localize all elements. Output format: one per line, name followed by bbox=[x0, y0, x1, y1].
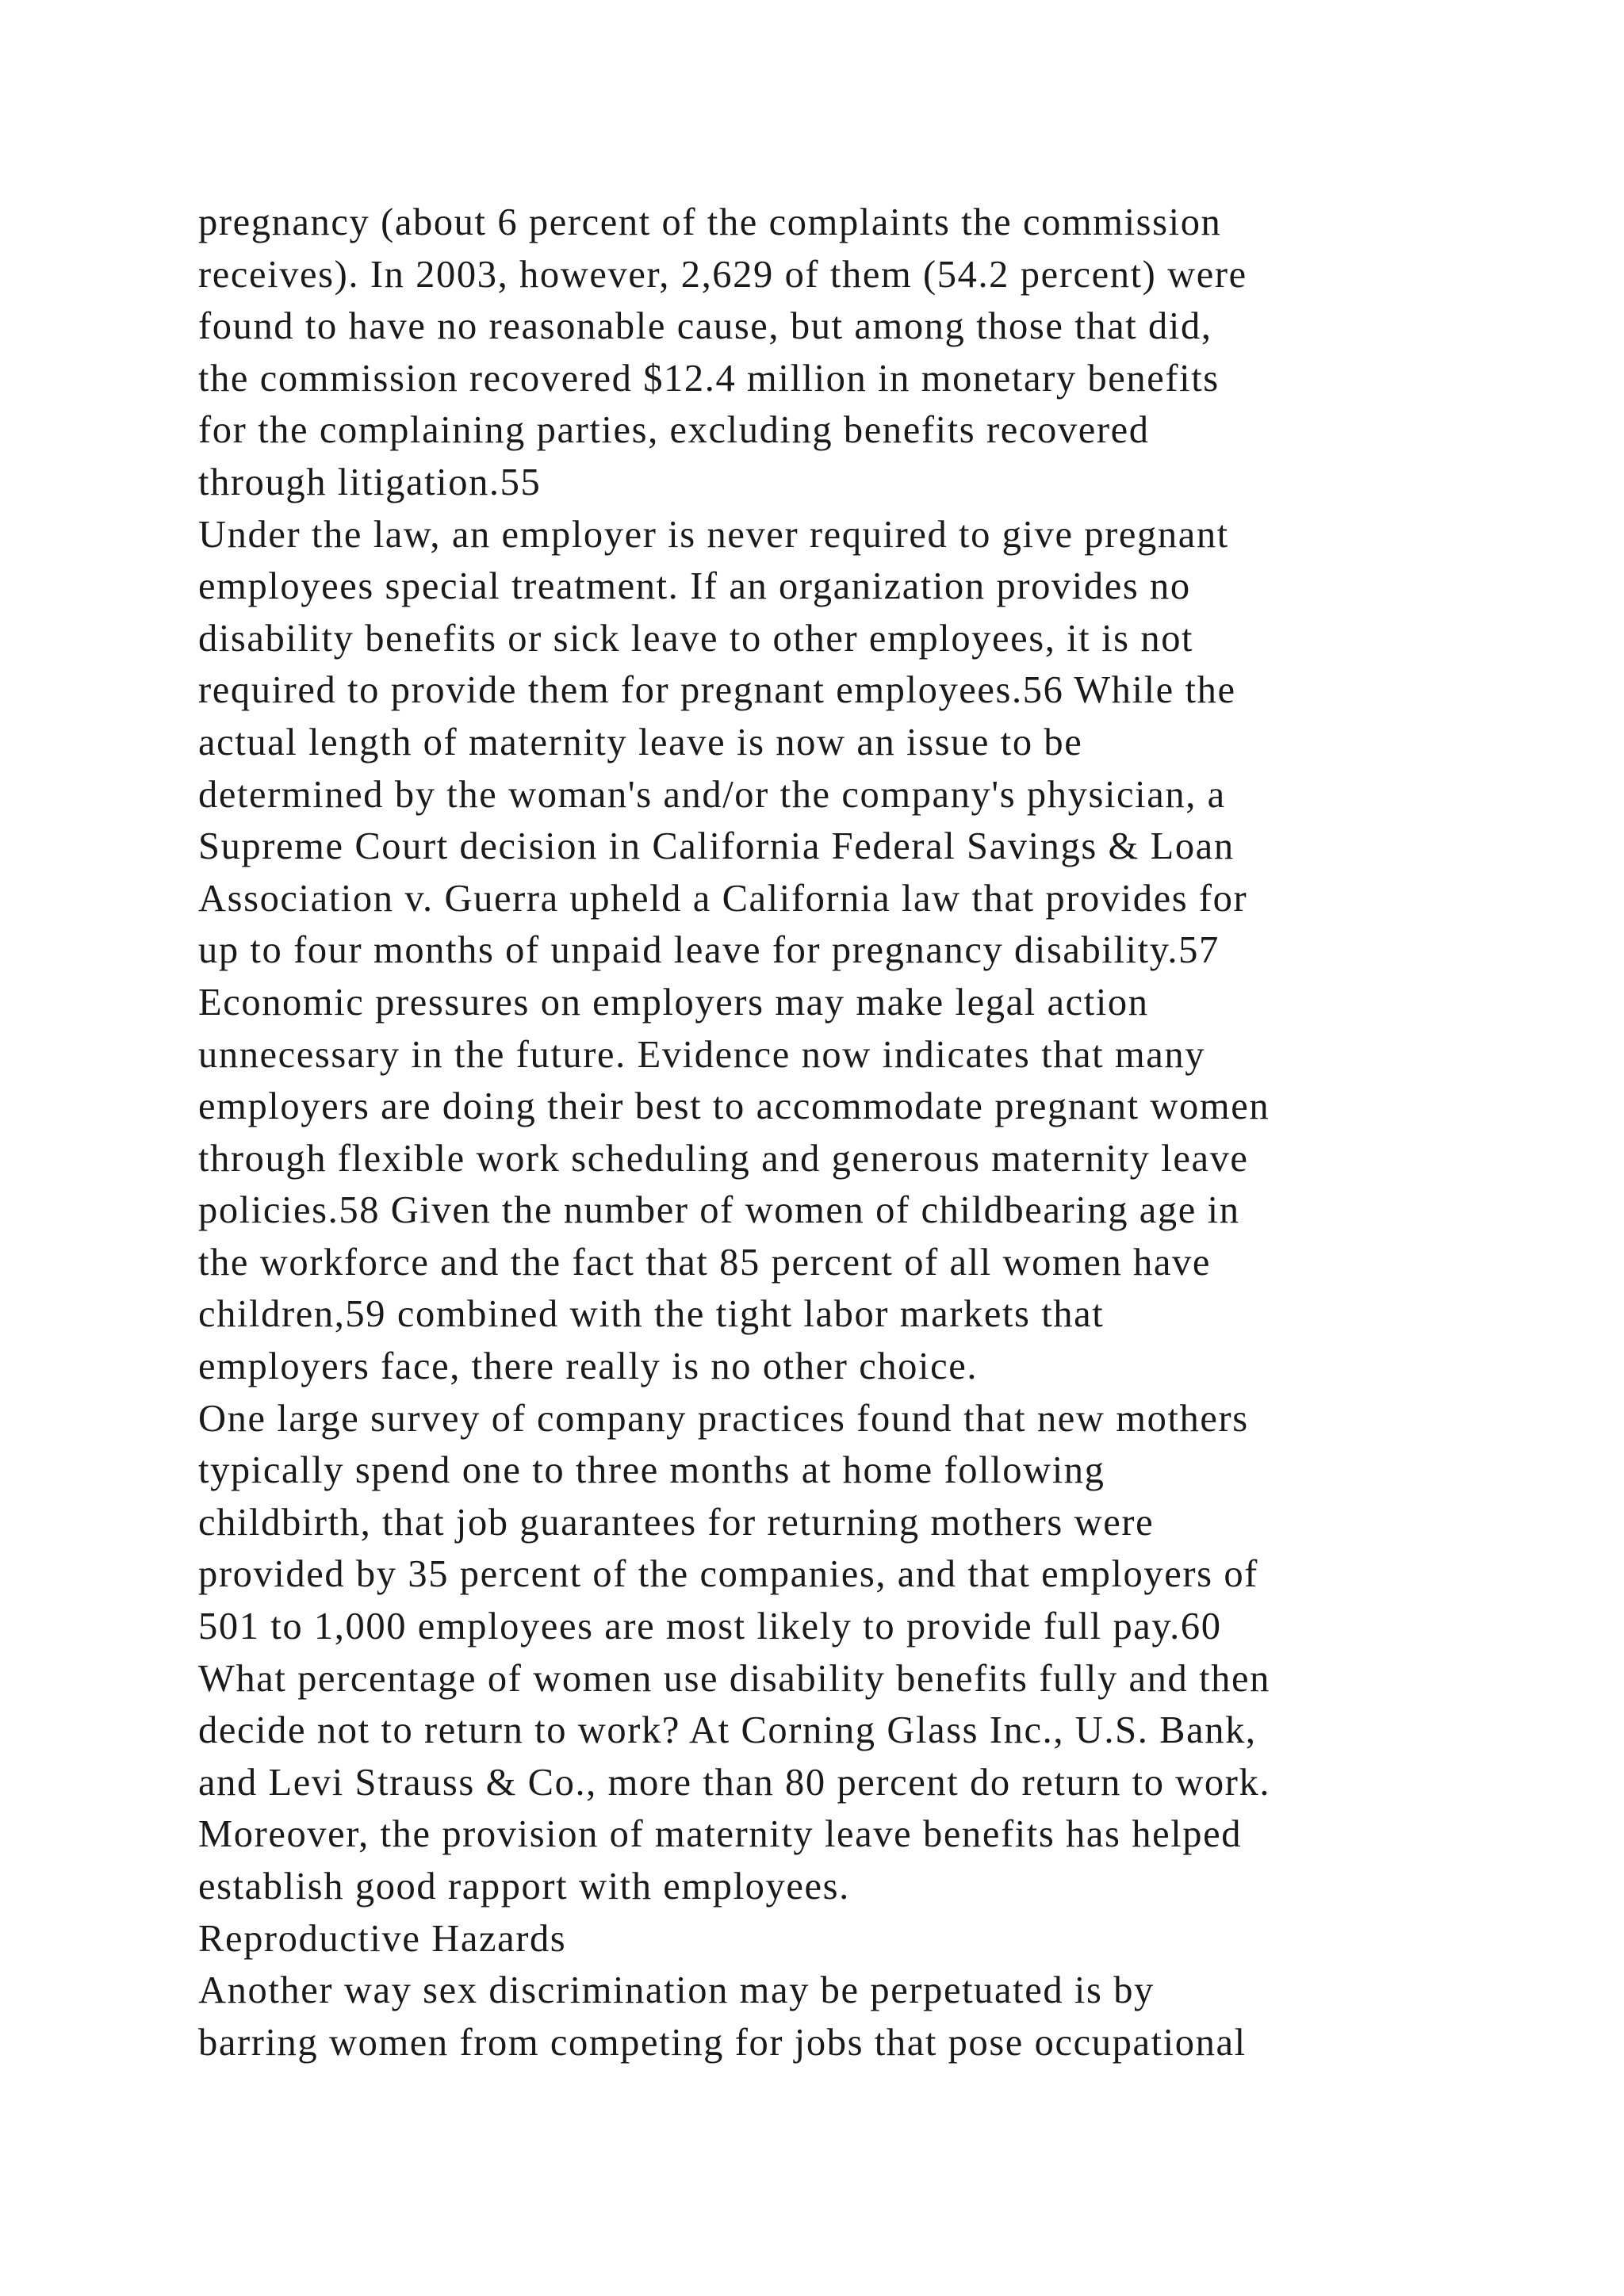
text-line: for the complaining parties, excluding benefits recovered bbox=[198, 409, 1150, 452]
text-line: employers face, there really is no other choice. bbox=[198, 1345, 979, 1388]
text-line: typically spend one to three months at home following bbox=[198, 1449, 1105, 1492]
text-line: through flexible work scheduling and generous maternity leave bbox=[198, 1137, 1249, 1180]
text-line: provided by 35 percent of the companies, and that employers of bbox=[198, 1553, 1258, 1596]
text-line: 501 to 1,000 employees are most likely to provide full pay.60 bbox=[198, 1605, 1222, 1648]
body-text bbox=[198, 197, 1546, 2068]
text-line: receives). In 2003, however, 2,629 of them (54.2 percent) were bbox=[198, 253, 1247, 296]
text-line: pregnancy (about 6 percent of the complaints the commission bbox=[198, 201, 1222, 243]
text-line: decide not to return to work? At Corning Glass Inc., U.S. Bank, bbox=[198, 1709, 1257, 1752]
text-line: barring women from competing for jobs that pose occupational bbox=[198, 2021, 1247, 2064]
text-line: Economic pressures on employers may make legal action bbox=[198, 981, 1149, 1024]
text-line: childbirth, that job guarantees for returning mothers were bbox=[198, 1501, 1155, 1544]
text-line: disability benefits or sick leave to other employees, it is not bbox=[198, 617, 1194, 660]
text-line: employees special treatment. If an organization provides no bbox=[198, 565, 1191, 608]
text-line: One large survey of company practices found that new mothers bbox=[198, 1397, 1249, 1440]
text-line: the commission recovered $12.4 million in monetary benefits bbox=[198, 357, 1220, 400]
text-line: through litigation.55 bbox=[198, 461, 542, 503]
text-line: establish good rapport with employees. bbox=[198, 1866, 850, 1908]
text-line: Moreover, the provision of maternity leave benefits has helped bbox=[198, 1813, 1243, 1856]
text-line: the workforce and the fact that 85 percent of all women have bbox=[198, 1241, 1212, 1284]
text-line: and Levi Strauss & Co., more than 80 percent do return to work. bbox=[198, 1761, 1271, 1804]
text-line: up to four months of unpaid leave for pregnancy disability.57 bbox=[198, 929, 1220, 972]
section-heading: Reproductive Hazards bbox=[198, 1917, 567, 1960]
text-line: policies.58 Given the number of women of childbearing age in bbox=[198, 1189, 1240, 1232]
text-line: Under the law, an employer is never required to give pregnant bbox=[198, 513, 1229, 556]
text-line: Another way sex discrimination may be perpetuated is by bbox=[198, 1969, 1155, 2012]
text-line: determined by the woman's and/or the company's physician, a bbox=[198, 773, 1226, 816]
text-line: children,59 combined with the tight labor markets that bbox=[198, 1293, 1105, 1336]
text-line: employers are doing their best to accommodate pregnant women bbox=[198, 1085, 1270, 1128]
text-line: found to have no reasonable cause, but among those that did, bbox=[198, 305, 1212, 348]
text-line: What percentage of women use disability benefits fully and then bbox=[198, 1657, 1270, 1700]
text-line: required to provide them for pregnant employees.56 While the bbox=[198, 669, 1236, 712]
text-line: actual length of maternity leave is now an issue to be bbox=[198, 721, 1083, 763]
text-line: unnecessary in the future. Evidence now indicates that many bbox=[198, 1033, 1206, 1076]
text-line: Association v. Guerra upheld a California law that provides for bbox=[198, 877, 1248, 920]
text-line: Supreme Court decision in California Federal Savings & Loan bbox=[198, 825, 1235, 868]
